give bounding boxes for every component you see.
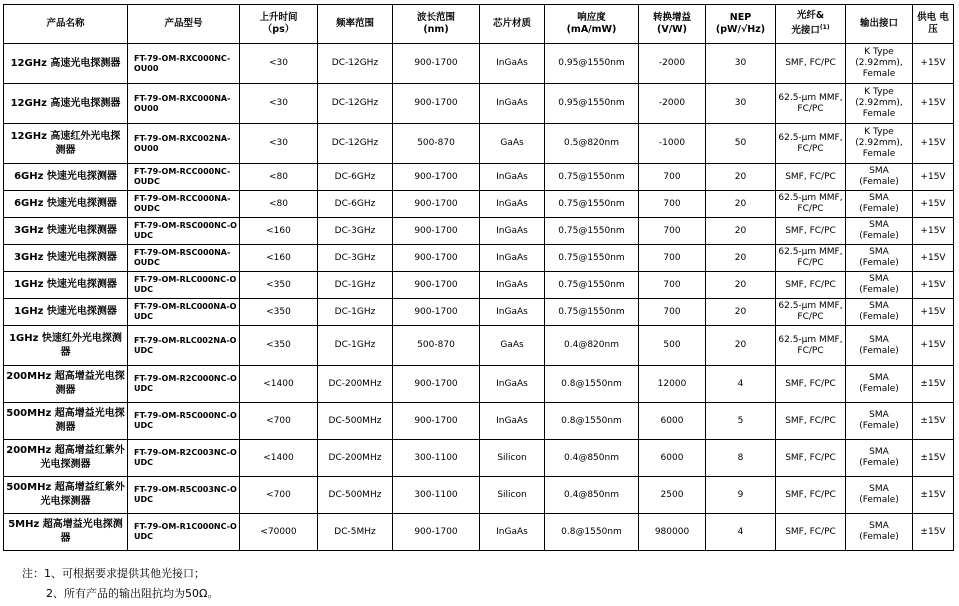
wavelength-cell: 900-1700 <box>393 514 480 551</box>
product-name-cell: 6GHz 快速光电探测器 <box>4 164 128 191</box>
frequency-cell: DC-6GHz <box>318 164 393 191</box>
table-row <box>4 477 954 514</box>
frequency-cell: DC-500MHz <box>318 477 393 514</box>
product-name-cell: 1GHz 快速红外光电探测器 <box>4 326 128 366</box>
responsivity-cell: 0.4@820nm <box>545 326 639 366</box>
responsivity-cell: 0.75@1550nm <box>545 164 639 191</box>
rise-time-cell: <700 <box>240 403 318 440</box>
output-interface-cell: SMA (Female) <box>846 326 913 366</box>
responsivity-cell: 0.8@1550nm <box>545 514 639 551</box>
responsivity-cell: 0.75@1550nm <box>545 245 639 272</box>
wavelength-cell: 300-1100 <box>393 477 480 514</box>
header-power: 供电 电压 <box>913 5 954 44</box>
frequency-cell: DC-12GHz <box>318 124 393 164</box>
rise-time-cell: <160 <box>240 245 318 272</box>
gain-cell: -1000 <box>639 124 706 164</box>
model-cell: FT-79-OM-RCC000NC-OUDC <box>128 164 240 191</box>
power-cell: +15V <box>913 218 954 245</box>
gain-cell: 6000 <box>639 440 706 477</box>
output-interface-cell: K Type (2.92mm), Female <box>846 44 913 84</box>
header-responsivity: 响应度 (mA/mW) <box>545 5 639 44</box>
chip-cell: InGaAs <box>480 245 545 272</box>
model-cell: FT-79-OM-RXC000NA-OU00 <box>128 84 240 124</box>
chip-cell: GaAs <box>480 326 545 366</box>
power-cell: +15V <box>913 84 954 124</box>
nep-cell: 20 <box>706 164 776 191</box>
model-cell: FT-79-OM-RSC000NC-OUDC <box>128 218 240 245</box>
table-row <box>4 245 954 272</box>
gain-cell: 700 <box>639 272 706 299</box>
rise-time-cell: <70000 <box>240 514 318 551</box>
frequency-cell: DC-1GHz <box>318 326 393 366</box>
power-cell: +15V <box>913 164 954 191</box>
wavelength-cell: 900-1700 <box>393 403 480 440</box>
header-frequency: 频率范围 <box>318 5 393 44</box>
frequency-cell: DC-500MHz <box>318 403 393 440</box>
model-cell: FT-79-OM-RSC000NA-OUDC <box>128 245 240 272</box>
model-cell: FT-79-OM-RLC000NC-OUDC <box>128 272 240 299</box>
rise-time-cell: <350 <box>240 299 318 326</box>
header-row <box>4 5 954 44</box>
table-row <box>4 44 954 84</box>
responsivity-cell: 0.75@1550nm <box>545 272 639 299</box>
wavelength-cell: 900-1700 <box>393 191 480 218</box>
rise-time-cell: <1400 <box>240 440 318 477</box>
chip-cell: InGaAs <box>480 366 545 403</box>
product-name-cell: 3GHz 快速光电探测器 <box>4 218 128 245</box>
fiber-cell: SMF, FC/PC <box>776 403 846 440</box>
gain-cell: 12000 <box>639 366 706 403</box>
gain-cell: 6000 <box>639 403 706 440</box>
model-cell: FT-79-OM-RXC002NA-OU00 <box>128 124 240 164</box>
nep-cell: 30 <box>706 84 776 124</box>
fiber-cell: SMF, FC/PC <box>776 477 846 514</box>
model-cell: FT-79-OM-R2C003NC-OUDC <box>128 440 240 477</box>
power-cell: +15V <box>913 191 954 218</box>
output-interface-cell: SMA (Female) <box>846 299 913 326</box>
model-cell: FT-79-OM-RXC000NC-OU00 <box>128 44 240 84</box>
frequency-cell: DC-12GHz <box>318 44 393 84</box>
fiber-cell: 62.5-μm MMF, FC/PC <box>776 245 846 272</box>
footnotes <box>22 564 218 604</box>
responsivity-cell: 0.75@1550nm <box>545 299 639 326</box>
product-name-cell: 1GHz 快速光电探测器 <box>4 272 128 299</box>
frequency-cell: DC-5MHz <box>318 514 393 551</box>
rise-time-cell: <160 <box>240 218 318 245</box>
fiber-cell: SMF, FC/PC <box>776 218 846 245</box>
product-name-cell: 200MHz 超高增益光电探测器 <box>4 366 128 403</box>
gain-cell: 700 <box>639 245 706 272</box>
nep-cell: 20 <box>706 326 776 366</box>
output-interface-cell: SMA (Female) <box>846 164 913 191</box>
chip-cell: InGaAs <box>480 403 545 440</box>
fiber-cell: SMF, FC/PC <box>776 366 846 403</box>
output-interface-cell: SMA (Female) <box>846 477 913 514</box>
output-interface-cell: SMA (Female) <box>846 403 913 440</box>
rise-time-cell: <30 <box>240 124 318 164</box>
chip-cell: GaAs <box>480 124 545 164</box>
responsivity-cell: 0.95@1550nm <box>545 84 639 124</box>
product-name-cell: 3GHz 快速光电探测器 <box>4 245 128 272</box>
power-cell: +15V <box>913 326 954 366</box>
table-row <box>4 403 954 440</box>
wavelength-cell: 900-1700 <box>393 245 480 272</box>
power-cell: +15V <box>913 245 954 272</box>
gain-cell: -2000 <box>639 44 706 84</box>
model-cell: FT-79-OM-RLC000NA-OUDC <box>128 299 240 326</box>
gain-cell: 2500 <box>639 477 706 514</box>
header-output: 输出接口 <box>846 5 913 44</box>
rise-time-cell: <350 <box>240 272 318 299</box>
wavelength-cell: 900-1700 <box>393 44 480 84</box>
product-name-cell: 12GHz 高速光电探测器 <box>4 44 128 84</box>
fiber-cell: SMF, FC/PC <box>776 440 846 477</box>
frequency-cell: DC-3GHz <box>318 245 393 272</box>
table-row <box>4 326 954 366</box>
wavelength-cell: 900-1700 <box>393 218 480 245</box>
nep-cell: 4 <box>706 366 776 403</box>
model-cell: FT-79-OM-R2C000NC-OUDC <box>128 366 240 403</box>
chip-cell: InGaAs <box>480 299 545 326</box>
fiber-cell: 62.5-μm MMF, FC/PC <box>776 84 846 124</box>
chip-cell: InGaAs <box>480 514 545 551</box>
table-row <box>4 84 954 124</box>
rise-time-cell: <80 <box>240 164 318 191</box>
header-name: 产品名称 <box>4 5 128 44</box>
wavelength-cell: 300-1100 <box>393 440 480 477</box>
frequency-cell: DC-200MHz <box>318 366 393 403</box>
frequency-cell: DC-12GHz <box>318 84 393 124</box>
table-row <box>4 164 954 191</box>
table-row <box>4 366 954 403</box>
responsivity-cell: 0.95@1550nm <box>545 44 639 84</box>
responsivity-cell: 0.75@1550nm <box>545 218 639 245</box>
nep-cell: 20 <box>706 299 776 326</box>
nep-cell: 20 <box>706 272 776 299</box>
model-cell: FT-79-OM-R5C000NC-OUDC <box>128 403 240 440</box>
frequency-cell: DC-1GHz <box>318 272 393 299</box>
product-name-cell: 5MHz 超高增益光电探测器 <box>4 514 128 551</box>
frequency-cell: DC-6GHz <box>318 191 393 218</box>
header-wavelength: 波长范围 (nm) <box>393 5 480 44</box>
gain-cell: 700 <box>639 164 706 191</box>
fiber-cell: SMF, FC/PC <box>776 164 846 191</box>
product-name-cell: 500MHz 超高增益红紫外光电探测器 <box>4 477 128 514</box>
power-cell: +15V <box>913 124 954 164</box>
rise-time-cell: <1400 <box>240 366 318 403</box>
fiber-cell: SMF, FC/PC <box>776 272 846 299</box>
output-interface-cell: SMA (Female) <box>846 191 913 218</box>
chip-cell: Silicon <box>480 477 545 514</box>
rise-time-cell: <30 <box>240 84 318 124</box>
power-cell: ±15V <box>913 477 954 514</box>
footnote-2: 2、所有产品的输出阻抗均为50Ω。 <box>46 587 219 600</box>
chip-cell: Silicon <box>480 440 545 477</box>
product-name-cell: 1GHz 快速光电探测器 <box>4 299 128 326</box>
gain-cell: 700 <box>639 218 706 245</box>
footnote-1: 注：1、可根据要求提供其他光接口； <box>22 567 205 580</box>
fiber-cell: 62.5-μm MMF, FC/PC <box>776 191 846 218</box>
chip-cell: InGaAs <box>480 191 545 218</box>
header-model: 产品型号 <box>128 5 240 44</box>
nep-cell: 4 <box>706 514 776 551</box>
spec-table <box>3 4 954 551</box>
power-cell: +15V <box>913 44 954 84</box>
responsivity-cell: 0.4@850nm <box>545 440 639 477</box>
fiber-cell: SMF, FC/PC <box>776 514 846 551</box>
gain-cell: 700 <box>639 191 706 218</box>
table-row <box>4 191 954 218</box>
rise-time-cell: <700 <box>240 477 318 514</box>
output-interface-cell: SMA (Female) <box>846 366 913 403</box>
responsivity-cell: 0.4@850nm <box>545 477 639 514</box>
wavelength-cell: 900-1700 <box>393 164 480 191</box>
table-row <box>4 440 954 477</box>
model-cell: FT-79-OM-RLC002NA-OUDC <box>128 326 240 366</box>
output-interface-cell: K Type (2.92mm), Female <box>846 124 913 164</box>
responsivity-cell: 0.5@820nm <box>545 124 639 164</box>
frequency-cell: DC-1GHz <box>318 299 393 326</box>
nep-cell: 30 <box>706 44 776 84</box>
power-cell: +15V <box>913 299 954 326</box>
power-cell: ±15V <box>913 440 954 477</box>
table-row <box>4 272 954 299</box>
power-cell: ±15V <box>913 514 954 551</box>
wavelength-cell: 900-1700 <box>393 272 480 299</box>
model-cell: FT-79-OM-RCC000NA-OUDC <box>128 191 240 218</box>
header-gain: 转换增益 (V/W) <box>639 5 706 44</box>
output-interface-cell: SMA (Female) <box>846 440 913 477</box>
nep-cell: 20 <box>706 245 776 272</box>
output-interface-cell: SMA (Female) <box>846 245 913 272</box>
wavelength-cell: 500-870 <box>393 326 480 366</box>
power-cell: ±15V <box>913 366 954 403</box>
fiber-cell: 62.5-μm MMF, FC/PC <box>776 299 846 326</box>
product-name-cell: 500MHz 超高增益光电探测器 <box>4 403 128 440</box>
frequency-cell: DC-3GHz <box>318 218 393 245</box>
rise-time-cell: <350 <box>240 326 318 366</box>
nep-cell: 8 <box>706 440 776 477</box>
product-name-cell: 200MHz 超高增益红紫外光电探测器 <box>4 440 128 477</box>
output-interface-cell: K Type (2.92mm), Female <box>846 84 913 124</box>
wavelength-cell: 900-1700 <box>393 84 480 124</box>
nep-cell: 50 <box>706 124 776 164</box>
chip-cell: InGaAs <box>480 84 545 124</box>
nep-cell: 5 <box>706 403 776 440</box>
output-interface-cell: SMA (Female) <box>846 272 913 299</box>
chip-cell: InGaAs <box>480 272 545 299</box>
power-cell: +15V <box>913 272 954 299</box>
model-cell: FT-79-OM-R1C000NC-OUDC <box>128 514 240 551</box>
fiber-cell: SMF, FC/PC <box>776 44 846 84</box>
product-name-cell: 6GHz 快速光电探测器 <box>4 191 128 218</box>
model-cell: FT-79-OM-R5C003NC-OUDC <box>128 477 240 514</box>
fiber-cell: 62.5-μm MMF, FC/PC <box>776 326 846 366</box>
chip-cell: InGaAs <box>480 44 545 84</box>
header-nep: NEP (pW/√Hz) <box>706 5 776 44</box>
output-interface-cell: SMA (Female) <box>846 218 913 245</box>
power-cell: ±15V <box>913 403 954 440</box>
nep-cell: 9 <box>706 477 776 514</box>
table-row <box>4 514 954 551</box>
chip-cell: InGaAs <box>480 164 545 191</box>
table-row <box>4 299 954 326</box>
chip-cell: InGaAs <box>480 218 545 245</box>
wavelength-cell: 900-1700 <box>393 299 480 326</box>
gain-cell: 700 <box>639 299 706 326</box>
product-name-cell: 12GHz 高速红外光电探测器 <box>4 124 128 164</box>
gain-cell: 980000 <box>639 514 706 551</box>
fiber-cell: 62.5-μm MMF, FC/PC <box>776 124 846 164</box>
gain-cell: 500 <box>639 326 706 366</box>
table-row <box>4 218 954 245</box>
product-name-cell: 12GHz 高速光电探测器 <box>4 84 128 124</box>
nep-cell: 20 <box>706 191 776 218</box>
header-rise-time: 上升时间 （ps） <box>240 5 318 44</box>
output-interface-cell: SMA (Female) <box>846 514 913 551</box>
frequency-cell: DC-200MHz <box>318 440 393 477</box>
header-fiber: 光纤& 光接口$^{(1)}$ <box>776 5 846 44</box>
responsivity-cell: 0.8@1550nm <box>545 403 639 440</box>
wavelength-cell: 900-1700 <box>393 366 480 403</box>
nep-cell: 20 <box>706 218 776 245</box>
gain-cell: -2000 <box>639 84 706 124</box>
rise-time-cell: <30 <box>240 44 318 84</box>
table-row <box>4 124 954 164</box>
responsivity-cell: 0.75@1550nm <box>545 191 639 218</box>
rise-time-cell: <80 <box>240 191 318 218</box>
responsivity-cell: 0.8@1550nm <box>545 366 639 403</box>
header-chip: 芯片材质 <box>480 5 545 44</box>
wavelength-cell: 500-870 <box>393 124 480 164</box>
